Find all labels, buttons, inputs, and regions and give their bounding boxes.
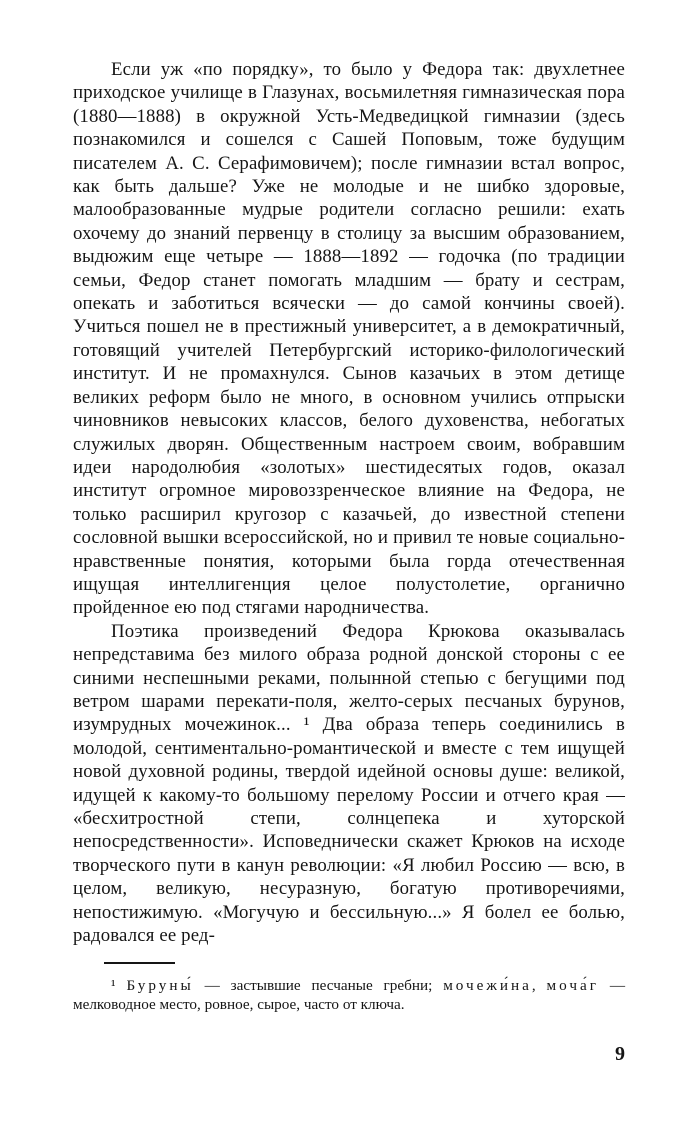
footnote-definition: — мелководное место, ровное, сырое, часто от ключа. bbox=[73, 977, 626, 1014]
footnote bbox=[73, 976, 625, 1015]
main-text bbox=[73, 58, 625, 947]
footnote-separator: , bbox=[531, 977, 547, 994]
footnote-term: мочежи́на bbox=[443, 977, 532, 994]
footnote-divider bbox=[104, 962, 175, 964]
footnote-term: Буруны́ bbox=[126, 977, 194, 994]
paragraph: Поэтика произведений Федора Крюкова оказывалась непредставима без милого образа родной донской стороны с ее синими неспешными реками, полынной степью с бегущими под ветром шарами перекати-поля, желто-серых песчаных бурунов, изумрудных мочежинок... ¹ Два образа теперь соединились в молодой, сентиментально-романтической и вместе с тем ищущей новой духовной родины, твердой идейной основы душе: великой, идущей к какому-то большому перелому России и отчего края — «бесхитростной степи, солнцепека и хуторской непосредственности». Исповеднически скажет Крюков на исходе творческого пути в канун революции: «Я любил Россию — всю, в целом, великую, несуразную, богатую противоречиями, непостижимую. «Могучую и бессильную...» Я болел ее болью, радовался ее ред- bbox=[73, 620, 625, 947]
paragraph: Если уж «по порядку», то было у Федора так: двухлетнее приходское училище в Глазунах, восьмилетняя гимназическая пора (1880—1888) в окружной Усть-Медведицкой гимназии (здесь познакомился и сошелся с Сашей Поповым, тоже будущим писателем А. С. Серафимовичем); после гимназии встал вопрос, как быть дальше? Уже не молодые и не шибко здоровые, малообразованные мудрые родители согласно решили: ехать охочему до знаний первенцу в столицу за высшим образованием, выдюжим еще четыре — 1888—1892 — годочка (по традиции семьи, Федор станет помогать младшим — брату и сестрам, опекать и заботиться всячески — до самой кончины своей). Учиться пошел не в престижный университет, а в демократичный, готовящий учителей Петербургский историко-филологический институт. И не промахнулся. Сынов казачьих в этом детище великих реформ было не много, в основном учились отпрыски чиновников невысоких классов, белого духовенства, небогатых служилых дворян. Общественным настроем своим, вобравшим идеи народолюбия «золотых» шестидесятых годов, оказал институт огромное мировоззренческое влияние на Федора, не только расширил кругозор с казачьей, до известной степени сословной вышки всероссийской, но и привил те новые социально-нравственные понятия, которыми была горда отечественная ищущая интеллигенция целое полустолетие, органично пройденное ею под стягами народничества. bbox=[73, 59, 625, 619]
footnote-term: моча́г bbox=[546, 977, 599, 994]
footnote-marker: ¹ bbox=[111, 977, 116, 994]
page-number: 9 bbox=[615, 1043, 625, 1065]
footnote-definition: — застывшие песчаные гребни; bbox=[193, 977, 444, 994]
